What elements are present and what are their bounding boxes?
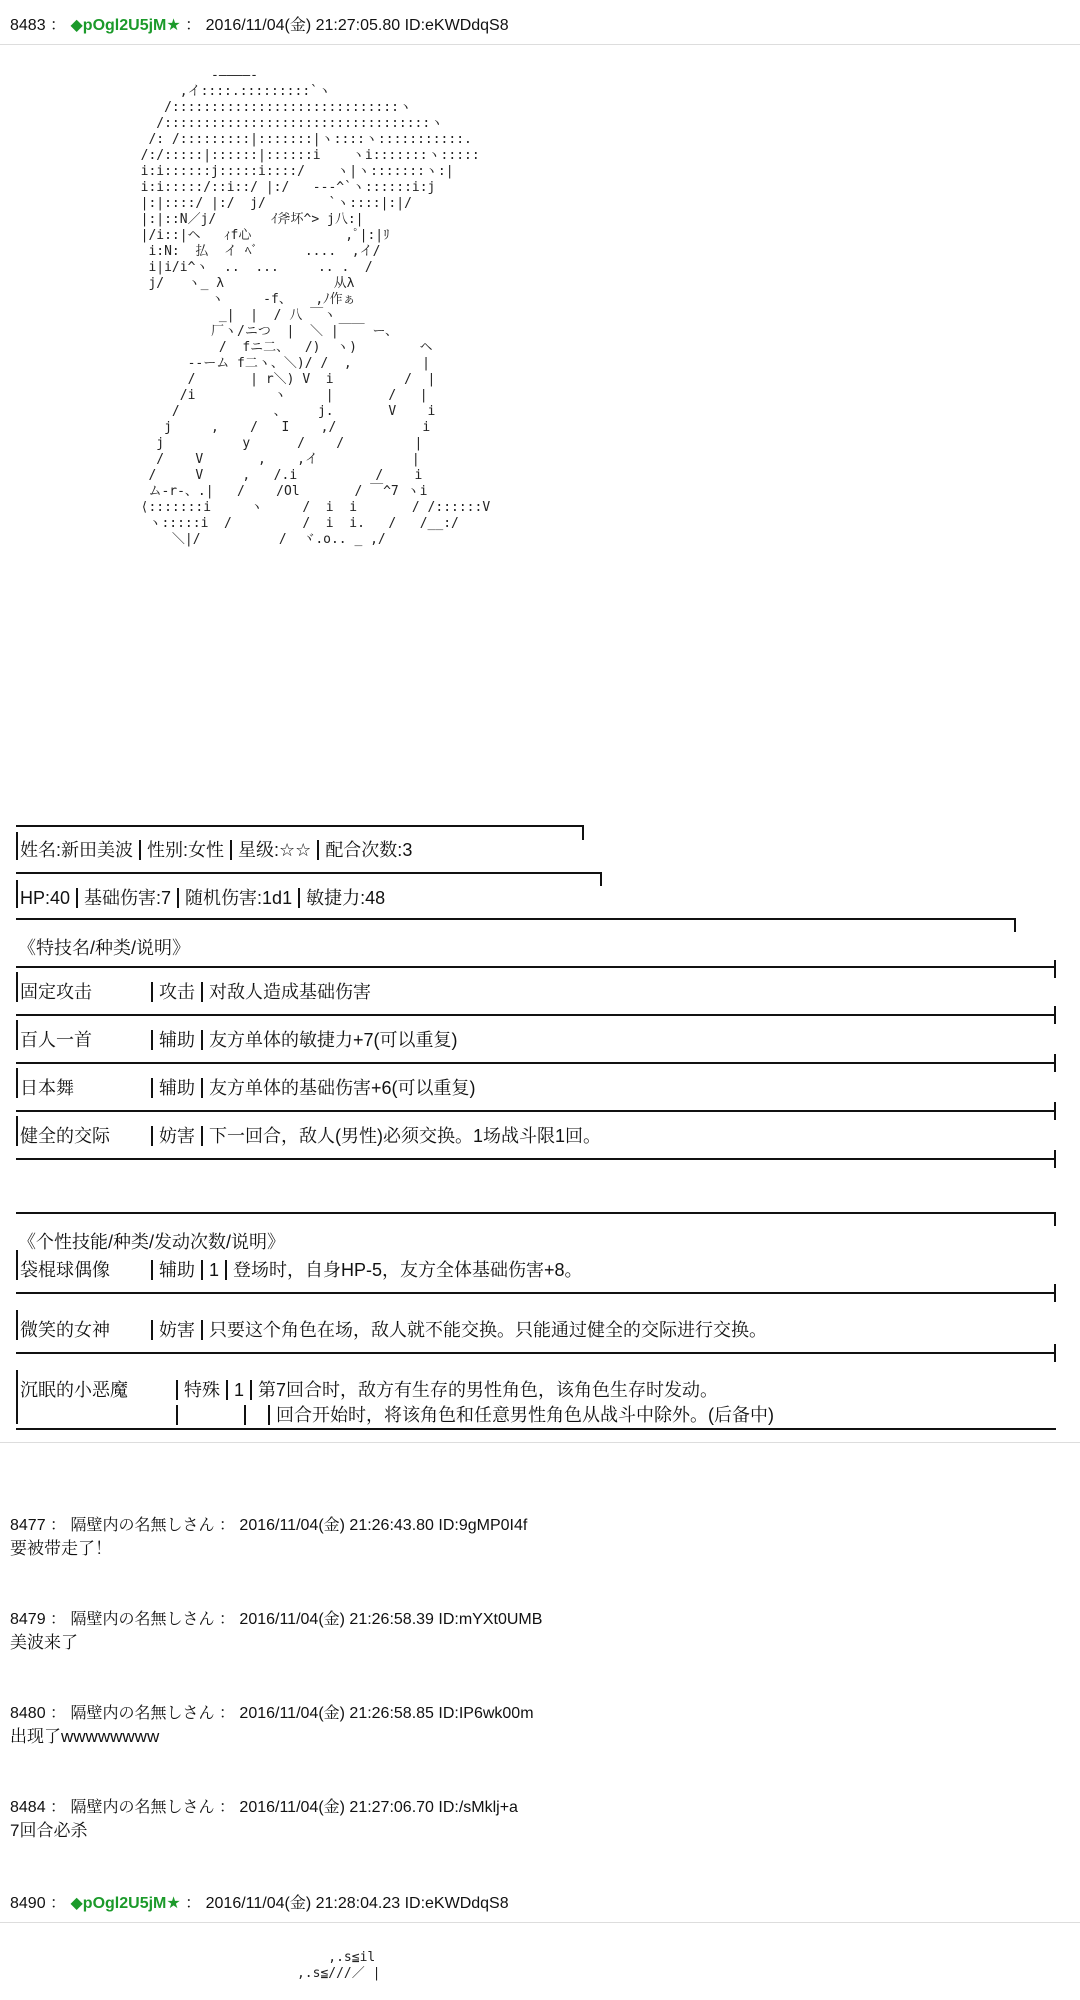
table-border [16,1428,1056,1430]
reply-header [10,1512,527,1535]
vertical-bar [244,1405,246,1425]
skill-type: 妨害 [159,1126,195,1146]
vertical-bar [151,1320,153,1340]
table-border [16,1370,18,1424]
reply-meta: 2016/11/04(金) 21:27:06.70 ID:/sMklj+a [239,1799,518,1816]
post-meta: 2016/11/04(金) 21:27:05.80 ID:eKWDdqS8 [205,17,509,34]
table-border [16,1158,1056,1160]
vertical-bar [201,1260,203,1280]
ascii-art-2 [250,1950,730,2000]
skill-type: 攻击 [159,982,195,1002]
post-header-2 [10,1890,509,1913]
table-border [1054,1006,1056,1024]
divider [0,1442,1080,1443]
skill-row [20,1026,458,1052]
post-number: 8490 [10,1895,46,1912]
reply-body: 美波来了 [10,1633,78,1652]
reply-meta: 2016/11/04(金) 21:26:58.39 ID:mYXt0UMB [239,1611,543,1628]
table-border [16,832,18,860]
reply-body: 要被带走了！ [10,1539,112,1558]
personal-skill-type: 辅助 [159,1260,195,1280]
reply-header [10,1606,542,1629]
reply-header [10,1700,534,1723]
divider [0,44,1080,45]
vertical-bar [250,1380,252,1400]
reply-body: 7回合必杀 [10,1821,88,1840]
table-border [1054,1284,1056,1302]
personal-skill-type: 妨害 [159,1320,195,1340]
table-border [16,1292,1056,1294]
personal-skill-desc: 登场时，自身HP-5，友方全体基础伤害+8。 [233,1260,583,1280]
table-border [1014,918,1016,932]
reply-meta: 2016/11/04(金) 21:26:43.80 ID:9gMP0I4f [239,1517,528,1534]
trip-code[interactable]: ◆pOgl2U5jM★ [70,17,181,34]
table-border [16,1068,18,1098]
skill-row [20,978,371,1004]
vertical-bar [201,982,203,1002]
separator: ： [45,1611,71,1628]
table-border [16,966,1056,968]
skill-name: 日本舞 [20,1078,74,1098]
personal-skill-name: 微笑的女神 [20,1320,110,1340]
vertical-bar [268,1405,270,1425]
separator: ： [214,1705,240,1722]
table-border [1054,1150,1056,1168]
character-info-row [20,836,412,862]
skill-name: 健全的交际 [20,1126,110,1146]
vertical-bar [151,1260,153,1280]
table-border [16,1062,1056,1064]
personal-skill-times: 1 [209,1260,220,1280]
ascii-art-text: -――――- ,イ::::.:::::::::`ヽ /:::::::::::::::::::::::::::::ヽ /::::::::::::::::::::::::::::::::::ヽ /: /:::::::::|:::::::|ヽ::::ヽ:::::::::::. /:/:::::|::::::|::::::i ヽi:::::::ヽ::::: i:i::::::j:::::i::::/ ヽ|ヽ:::::::ヽ:| i:i:::::/::i::/ |:/ ---^`ヽ::::::i:j |:|::::/ |:/ j/ `ヽ::::|:|/ |:|::N／j/ ｲ斧坏^> j八:| |/i::|ヘ ｨf心 ,ﾟ|:|ﾘ i:N: 払 イ ﾍﾞ .... ,イ/ i|i/i^ヽ .. ... .. . / j/ ヽ_ λ 从λ ヽ -f、 ,ﾉ作ぁ _| | / 八 ￣ヽ 厂ヽ/ニつ | ＼ |￣￣ ー、 / fニ二、 /) ヽ) ヘ --ーム f二ヽ、＼)/ / , | / | r＼) V i / | /i ヽ | / | / 、 j. V i j , / I ,/ i j y / / | / V , ,イ | / V , /.i / i ム-r-、.| / /Ol / ￣^7 ヽi ⟨:::::::i ヽ / i i / /::::::V ヽ:::::i / / i i. / /__:/ ＼|/ / ヾ.o.. _ ,/ [140,68,491,547]
table-border [16,880,18,908]
ascii-art [78,68,558,808]
skill-desc: 下一回合，敌人(男性)必须交换。1场战斗限1回。 [209,1126,602,1146]
reply-name: 隔壁内の名無しさん [70,1705,215,1722]
personal-skills-header: 《个性技能/种类/发动次数/说明》 [18,1232,286,1252]
vertical-bar [151,1078,153,1098]
table-border [582,825,584,840]
skill-desc: 友方单体的基础伤害+6(可以重复) [209,1078,476,1098]
personal-skill-name: 袋棍球偶像 [20,1260,110,1280]
reply-name: 隔壁内の名無しさん [70,1799,215,1816]
stats-row [20,884,385,910]
stat-random-damage: 随机伤害:1d1 [185,888,293,908]
stat-base-damage: 基础伤害:7 [84,888,172,908]
vertical-bar [201,1078,203,1098]
vertical-bar [151,1030,153,1050]
character-count: 配合次数:3 [325,840,413,860]
character-stars: 星级:☆☆ [238,840,312,860]
post-meta: 2016/11/04(金) 21:28:04.23 ID:eKWDdqS8 [205,1895,509,1912]
separator: ： [45,1799,71,1816]
vertical-bar [176,1405,178,1425]
table-border [600,872,602,886]
separator: ： [45,1705,71,1722]
table-border [1054,1212,1056,1226]
post-number: 8483 [10,17,46,34]
skill-name: 百人一首 [20,1030,92,1050]
skill-row [20,1122,601,1148]
character-name: 姓名:新田美波 [20,840,134,860]
table-border [1054,1054,1056,1072]
reply-number: 8477 [10,1517,46,1534]
table-border [16,872,602,874]
separator: ： [214,1517,240,1534]
table-border [1054,1344,1056,1362]
ascii-art-text-2: ,.s≦il ,.s≦///／ | [296,1950,381,1981]
reply-number: 8484 [10,1799,46,1816]
vertical-bar [151,982,153,1002]
personal-skill-row [20,1376,718,1402]
skill-row [20,1074,476,1100]
reply-body: 出现了wwwwwwww [10,1727,160,1746]
post-header [10,12,509,35]
vertical-bar [151,1126,153,1146]
separator: ： [180,1895,206,1912]
personal-skill-type: 特殊 [184,1380,220,1400]
table-border [16,1020,18,1050]
table-border [16,972,18,1002]
personal-skill-times: 1 [234,1380,245,1400]
table-border [16,1014,1056,1016]
table-border [1054,1102,1056,1120]
table-border [16,1352,1056,1354]
vertical-bar [226,1380,228,1400]
reply-name: 隔壁内の名無しさん [70,1611,215,1628]
vertical-bar [225,1260,227,1280]
stat-hp: HP:40 [20,888,71,908]
vertical-bar [201,1030,203,1050]
vertical-bar [201,1126,203,1146]
personal-skill-desc: 第7回合时，敌方有生存的男性角色，该角色生存时发动。 [258,1380,719,1400]
personal-skill-row-cont [20,1401,774,1427]
separator: ： [45,1895,71,1912]
personal-skill-row [20,1256,583,1282]
skill-type: 辅助 [159,1030,195,1050]
separator: ： [45,1517,71,1534]
character-gender: 性别:女性 [147,840,225,860]
table-border [16,825,584,827]
skill-name: 固定攻击 [20,982,92,1002]
table-border [16,918,1016,920]
personal-skill-desc: 只要这个角色在场，敌人就不能交换。只能通过健全的交际进行交换。 [209,1320,767,1340]
table-border [16,1310,18,1340]
vertical-bar [201,1320,203,1340]
skill-type: 辅助 [159,1078,195,1098]
reply-number: 8479 [10,1611,46,1628]
stat-agility: 敏捷力:48 [306,888,386,908]
separator: ： [214,1799,240,1816]
trip-code[interactable]: ◆pOgl2U5jM★ [70,1895,181,1912]
skill-desc: 对敌人造成基础伤害 [209,982,371,1002]
vertical-bar [176,1380,178,1400]
table-border [1054,960,1056,978]
separator: ： [45,17,71,34]
table-border [16,1110,1056,1112]
personal-skill-name: 沉眠的小恶魔 [20,1380,128,1400]
reply-meta: 2016/11/04(金) 21:26:58.85 ID:IP6wk00m [239,1705,534,1722]
reply-header [10,1794,518,1817]
reply-name: 隔壁内の名無しさん [70,1517,215,1534]
personal-skill-row [20,1316,767,1342]
divider [0,1922,1080,1923]
skill-desc: 友方单体的敏捷力+7(可以重复) [209,1030,458,1050]
table-border [16,1116,18,1146]
personal-skill-desc-cont: 回合开始时，将该角色和任意男性角色从战斗中除外。(后备中) [276,1405,774,1425]
table-border [16,1212,1056,1214]
reply-number: 8480 [10,1705,46,1722]
skills-header: 《特技名/种类/说明》 [18,938,191,958]
table-border [16,1250,18,1280]
separator: ： [180,17,206,34]
separator: ： [214,1611,240,1628]
